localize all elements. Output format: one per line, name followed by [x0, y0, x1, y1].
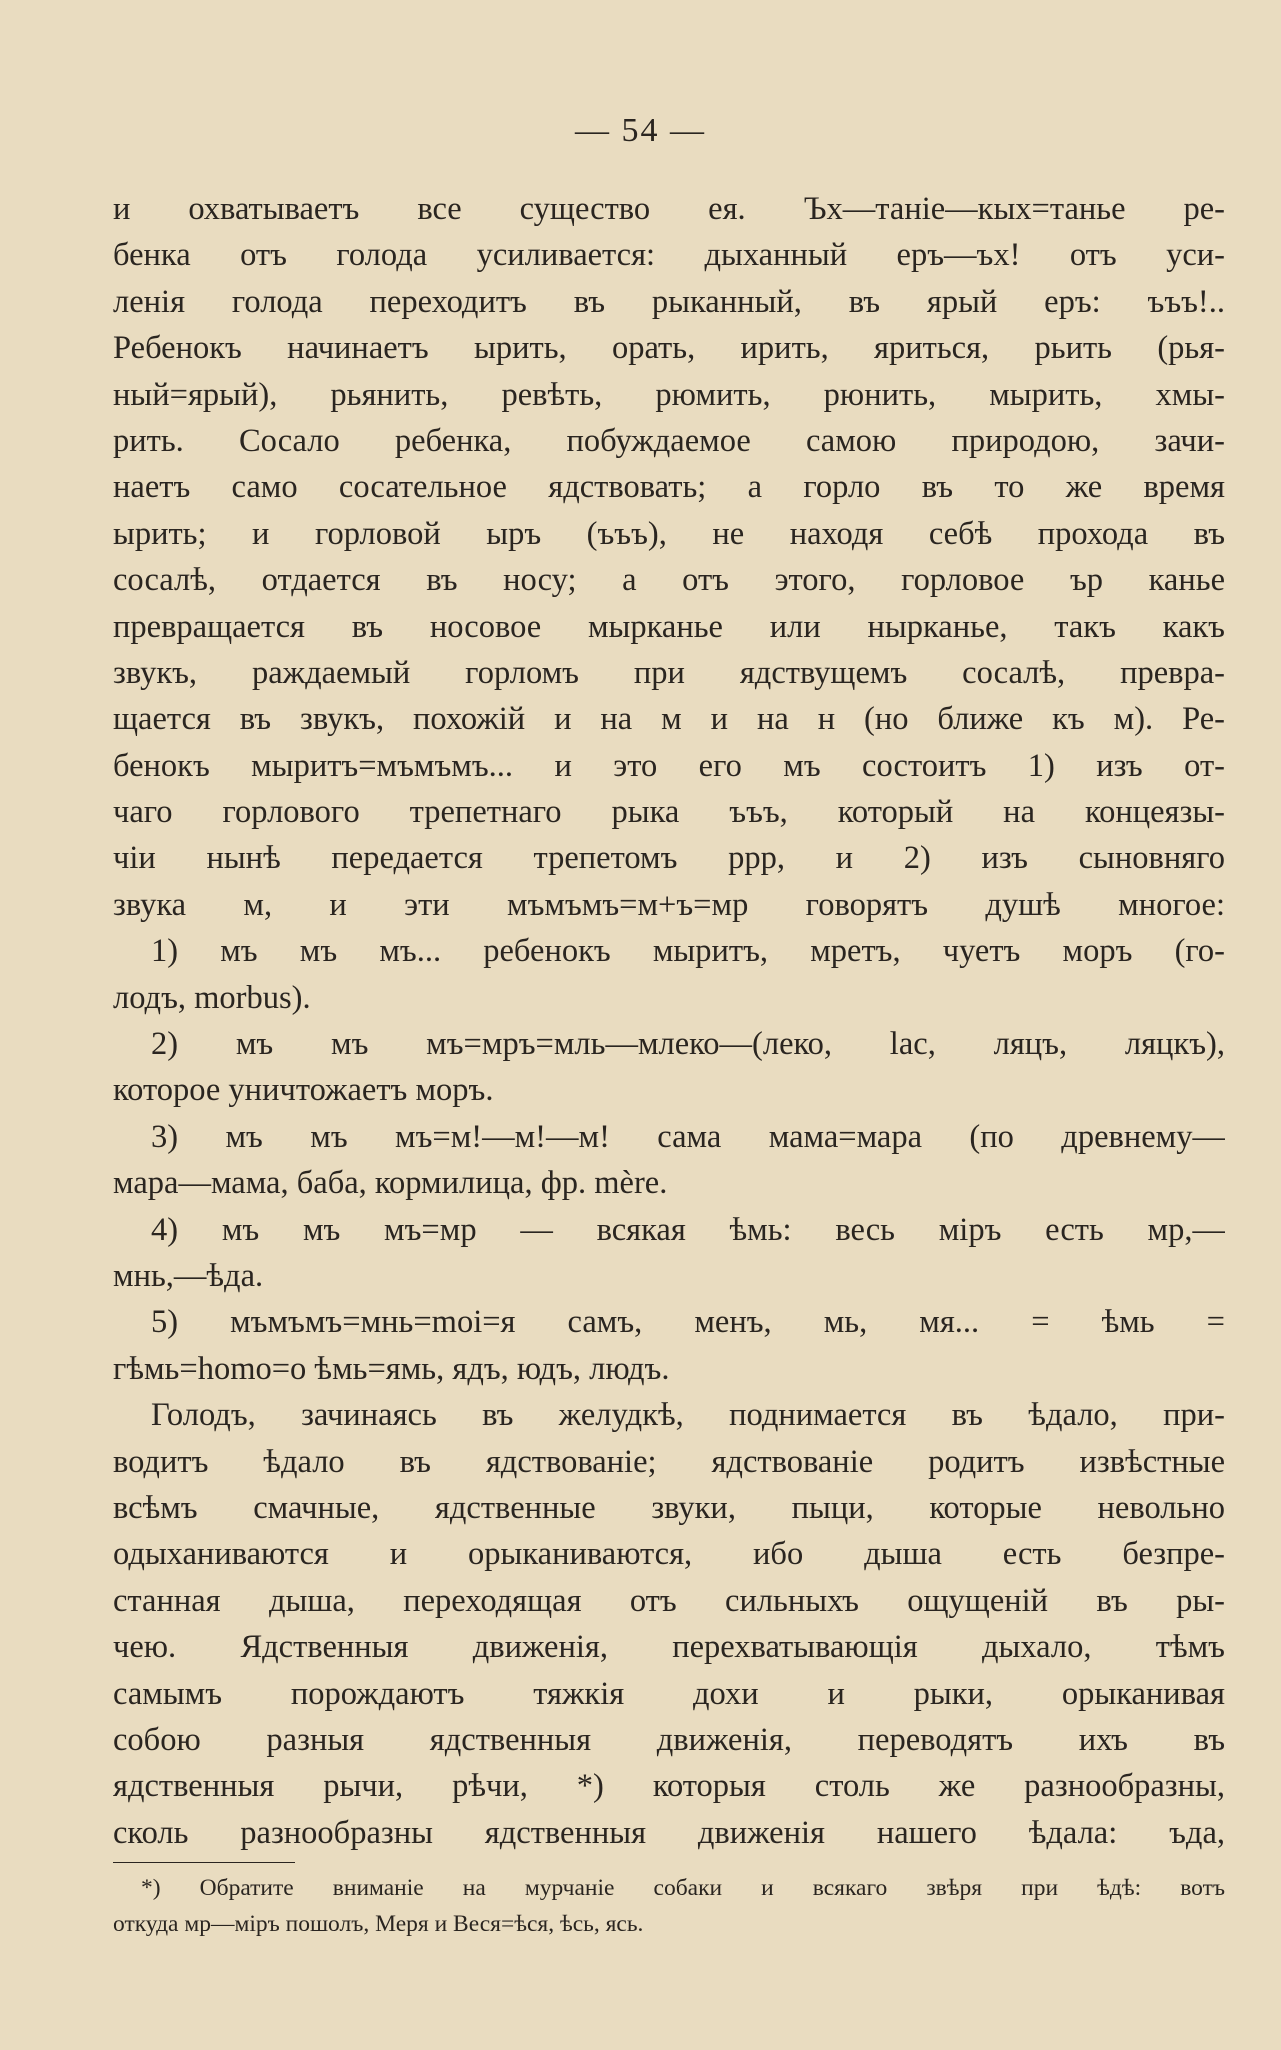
text-line: 1) мъ мъ мъ... ребенокъ мыритъ, мретъ, чуетъ моръ (го- [151, 933, 1225, 970]
text-line: звука м, и эти мъмъмъ=м+ъ=мр говорятъ душѣ многое: [113, 886, 1225, 923]
text-line: мнь,—ѣда. [113, 1257, 264, 1294]
text-line: щается въ звукъ, похожій и на м и на н (но ближе къ м). Ре- [113, 701, 1225, 738]
text-line: ленія голода переходитъ въ рыканный, въ ярый еръ: ъъъ!.. [113, 283, 1225, 320]
text-line: Ребенокъ начинаетъ ырить, орать, ирить, яриться, рьить (рья- [113, 330, 1225, 367]
text-line: чаго горлового трепетнаго рыка ъъъ, который на концеязы- [113, 794, 1225, 831]
text-line: всѣмъ смачные, ядственные звуки, пыци, которые невольно [113, 1489, 1225, 1526]
text-line: чею. Ядственныя движенія, перехватывающія дыхало, тѣмъ [113, 1629, 1225, 1666]
text-line: водитъ ѣдало въ ядствованіе; ядствованіе родитъ извѣстные [113, 1443, 1225, 1480]
footnote [113, 1870, 1225, 1942]
page-number: — 54 — [575, 112, 706, 149]
text-line: бенокъ мыритъ=мъмъмъ... и это его мъ состоитъ 1) изъ от- [113, 747, 1225, 784]
text-line: 5) мъмъмъ=мнь=moi=я самъ, менъ, мь, мя... = ѣмь = [151, 1304, 1225, 1341]
footnote-rule [113, 1862, 295, 1863]
footnote-line: *) Обратите вниманіе на мурчаніе собаки и всякаго звѣря при ѣдѣ: вотъ [141, 1875, 1225, 1901]
text-line: сколь разнообразны ядственныя движенія нашего ѣдала: ъда, [113, 1814, 1225, 1851]
text-line: наетъ само сосательное ядствовать; а горло въ то же время [113, 469, 1225, 506]
text-line: собою разныя ядственныя движенія, переводятъ ихъ въ [113, 1721, 1225, 1758]
text-line: сосалѣ, отдается въ носу; а отъ этого, горловое ър канье [113, 562, 1225, 599]
footnote-line: откуда мр—міръ пошолъ, Меря и Веся=ѣся, ѣсь, ясь. [113, 1911, 644, 1937]
text-line: гѣмь=homo=о ѣмь=ямь, ядъ, юдъ, людъ. [113, 1350, 670, 1387]
text-line: бенка отъ голода усиливается: дыханный еръ—ъх! отъ уси- [113, 237, 1225, 274]
text-line: ырить; и горловой ыръ (ъъъ), не находя себѣ прохода въ [113, 515, 1225, 552]
text-line: которое уничтожаетъ моръ. [113, 1072, 494, 1109]
text-line: звукъ, раждаемый горломъ при ядствущемъ сосалѣ, превра- [113, 654, 1225, 691]
text-line: лодъ, morbus). [113, 979, 311, 1016]
text-line: 3) мъ мъ мъ=м!—м!—м! сама мама=мара (по древнему— [151, 1118, 1225, 1155]
text-line: 2) мъ мъ мъ=мръ=мль—млеко—(леко, lac, ляцъ, ляцкъ), [151, 1026, 1225, 1063]
text-line: мара—мама, баба, кормилица, фр. mère. [113, 1165, 668, 1202]
text-line: Голодъ, зачинаясь въ желудкѣ, поднимается въ ѣдало, при- [151, 1397, 1225, 1434]
text-line: ный=ярый), рьянить, ревѣть, рюмить, рюнить, мырить, хмы- [113, 376, 1225, 413]
body-text [113, 186, 1225, 1856]
text-line: рить. Сосало ребенка, побуждаемое самою природою, зачи- [113, 422, 1225, 459]
text-line: чіи нынѣ передается трепетомъ ррр, и 2) изъ сыновняго [113, 840, 1225, 877]
text-line: ядственныя рычи, рѣчи, *) которыя столь же разнообразны, [113, 1768, 1225, 1805]
text-line: 4) мъ мъ мъ=мр — всякая ѣмь: весь міръ есть мр,— [151, 1211, 1225, 1248]
text-line: и охватываетъ все существо ея. Ъх—таніе—кых=танье ре- [113, 191, 1225, 227]
text-line: станная дыша, переходящая отъ сильныхъ ощущеній въ ры- [113, 1582, 1225, 1619]
text-line: превращается въ носовое мырканье или нырканье, такъ какъ [113, 608, 1225, 645]
text-line: одыханиваются и орыканиваются, ибо дыша есть безпре- [113, 1536, 1225, 1573]
text-line: самымъ порождаютъ тяжкія дохи и рыки, орыканивая [113, 1675, 1225, 1712]
